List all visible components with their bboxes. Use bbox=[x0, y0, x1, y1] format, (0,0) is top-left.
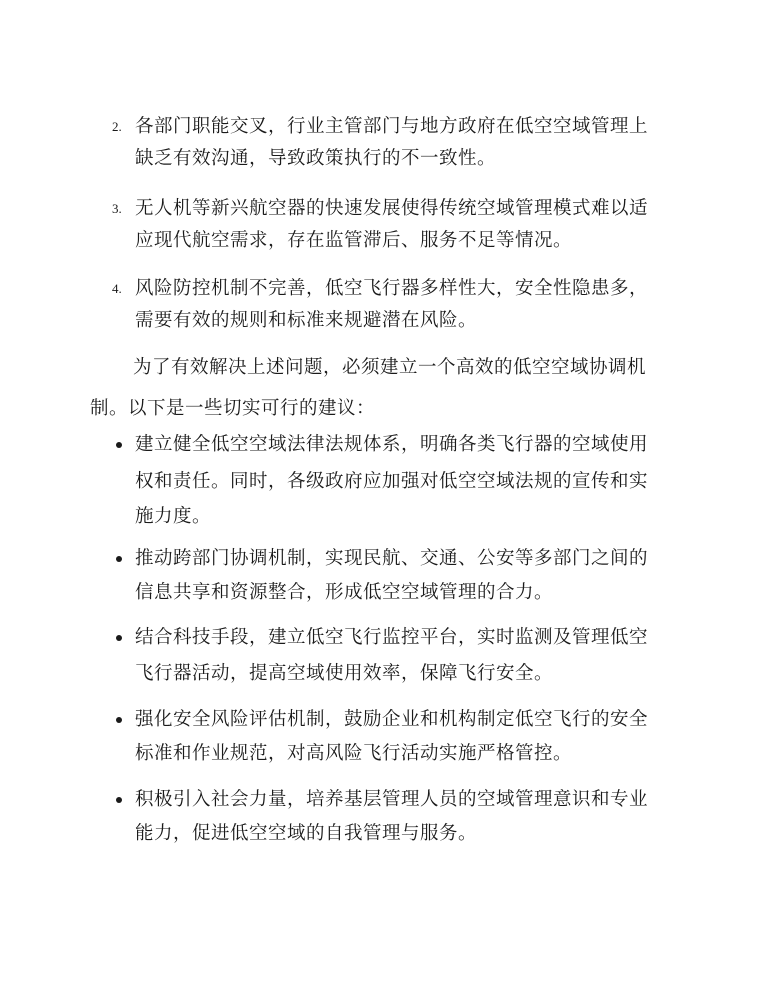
list-item-text-line: 结合科技手段，建立低空飞行监控平台，实时监测及管理低空 bbox=[135, 627, 649, 648]
paragraph-line: 制。以下是一些切实可行的建议： bbox=[90, 398, 376, 419]
bullet-icon bbox=[116, 797, 122, 803]
bullet-icon bbox=[116, 556, 122, 562]
list-item-text-line: 标准和作业规范，对高风险飞行活动实施严格管控。 bbox=[135, 743, 573, 764]
list-item-text-line: 飞行器活动，提高空域使用效率，保障飞行安全。 bbox=[135, 663, 554, 684]
list-item-text-line: 应现代航空需求，存在监管滞后、服务不足等情况。 bbox=[135, 230, 573, 251]
list-item-text-line: 建立健全低空空域法律法规体系，明确各类飞行器的空域使用 bbox=[135, 434, 649, 455]
bullet-icon bbox=[116, 717, 122, 723]
list-item-text-line: 缺乏有效沟通，导致政策执行的不一致性。 bbox=[135, 148, 497, 169]
bullet-icon bbox=[116, 442, 122, 448]
list-item-text-line: 风险防控机制不完善，低空飞行器多样性大，安全性隐患多， bbox=[135, 278, 649, 299]
list-item-text-line: 权和责任。同时，各级政府应加强对低空空域法规的宣传和实 bbox=[135, 471, 649, 492]
list-number: 2. bbox=[112, 119, 122, 134]
list-number: 4. bbox=[112, 281, 122, 296]
list-item-text-line: 能力，促进低空空域的自我管理与服务。 bbox=[135, 823, 478, 844]
list-item-text-line: 信息共享和资源整合，形成低空空域管理的合力。 bbox=[135, 582, 554, 603]
list-item-text-line: 各部门职能交叉，行业主管部门与地方政府在低空空域管理上 bbox=[135, 116, 649, 137]
paragraph-line: 为了有效解决上述问题，必须建立一个高效的低空空域协调机 bbox=[133, 357, 647, 378]
list-item-text-line: 推动跨部门协调机制，实现民航、交通、公安等多部门之间的 bbox=[135, 548, 649, 569]
list-item-text-line: 强化安全风险评估机制，鼓励企业和机构制定低空飞行的安全 bbox=[135, 709, 649, 730]
list-item-text-line: 需要有效的规则和标准来规避潜在风险。 bbox=[135, 310, 478, 331]
bullet-icon bbox=[116, 635, 122, 641]
list-item-text-line: 积极引入社会力量，培养基层管理人员的空域管理意识和专业 bbox=[135, 789, 649, 810]
list-number: 3. bbox=[112, 201, 122, 216]
list-item-text-line: 施力度。 bbox=[135, 506, 212, 527]
list-item-text-line: 无人机等新兴航空器的快速发展使得传统空域管理模式难以适 bbox=[135, 198, 649, 219]
